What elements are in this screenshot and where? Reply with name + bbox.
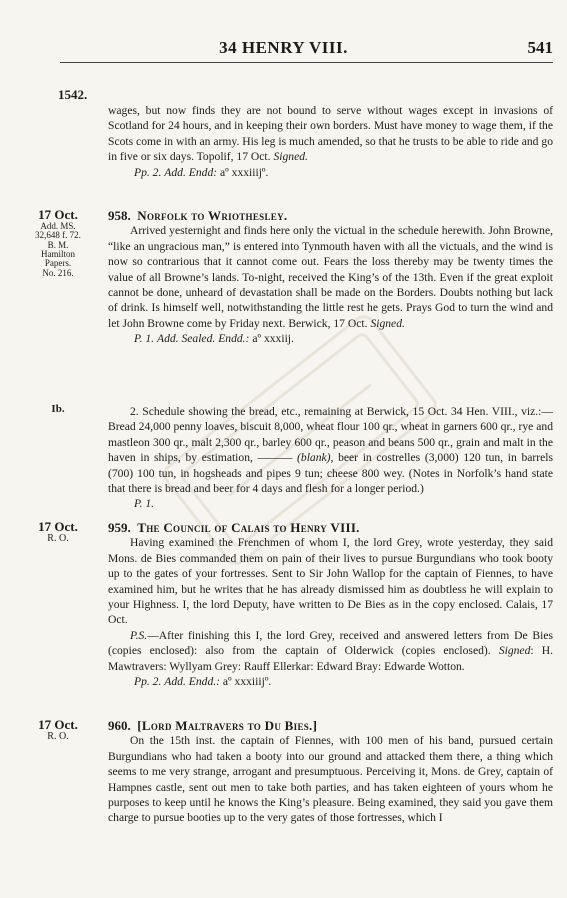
entry-text: On the 15th inst. the captain of Fiennes, with 100 men of his band, pursued certain Burgundians who had taken a booty into our ground and attacked them there, a thing which seems to me very strange, arrogant and presumptuous. Perceiving it, Mons. de Grey, captain of Hampnes castle, sent out men to take both parties, and has taken eighteen of yours whom he purposes to keep until he knows the King’s pleasure. Being examined, they said you gave them charge to pursue booties up to the very gates of those fortresses, which I	[108, 734, 553, 825]
entry-body: 2. Schedule showing the bread, etc., remaining at Berwick, 15 Oct. 34 Hen. VIII., viz.:—Bread 24,000 penny loaves, biscuit 8,000, wheat flour 100 qr., wheat in garners 600 qr., rye and mastleon 300 qr., malt 2,300 qr., barley 600 qr., peason and beans 500 qr., grain and malt in the haven in ships, by estimation, ———	[108, 405, 553, 465]
entry-text	[108, 404, 553, 496]
endorse-year: aº xxxiiijº.	[220, 165, 269, 179]
margin-959	[18, 520, 98, 544]
entry-heading	[108, 208, 553, 223]
entry-title: The Council of Calais to Henry VIII.	[137, 520, 360, 535]
continuation-body: wages, but now finds they are not bound to serve without wages except in invasions of Scotland for 24 hours, and in keeping their own borders. Must have money to wage them, if the Scots come in with an army. His leg is much amended, so that he trusts to be able to ride and go in five or six days. Topolif, 17 Oct.	[108, 104, 553, 164]
endorse-year: aº xxxiiijº.	[222, 675, 272, 689]
entry-958	[108, 208, 553, 347]
endorsement	[108, 674, 553, 689]
signatories: : H. Mawtravers: Wyllyam Grey: Rauff Ellerkar: Edward Bray: Edwarde Wotton.	[108, 644, 554, 673]
endorse-endd: Endd.:	[218, 332, 250, 346]
source-line: R. O.	[47, 532, 69, 544]
entry-date: 17 Oct.	[38, 207, 78, 222]
entry-text	[108, 223, 553, 331]
endorse-add: Add. Sealed.	[157, 332, 216, 346]
source-line: R. O.	[47, 730, 69, 742]
margin-958b	[18, 404, 98, 416]
entry-date: 17 Oct.	[38, 717, 78, 732]
endorsement	[108, 331, 553, 346]
signed-label: Signed	[498, 644, 531, 658]
endorse-add: Add.	[164, 165, 186, 179]
signed-mark: Signed.	[370, 316, 405, 330]
endorse-endd: Endd.:	[188, 675, 220, 689]
endorse-year: aº xxxiij.	[252, 332, 294, 346]
endorse-add: Add.	[164, 675, 186, 689]
margin-958	[18, 208, 98, 278]
source-line: 32,648 f. 72.	[35, 230, 81, 241]
margin-960	[18, 718, 98, 742]
source-line: Ib.	[51, 403, 65, 415]
source-line: B. M.	[47, 239, 69, 250]
entry-number: 959.	[108, 520, 131, 535]
source-line: Papers.	[44, 258, 72, 269]
continuation-block	[108, 103, 553, 180]
entry-title: Norfolk to Wriothesley.	[137, 208, 288, 223]
endorse-endd: Endd:	[188, 165, 218, 179]
source-line: Add. MS.	[40, 220, 76, 231]
year-marker: 1542.	[58, 87, 88, 102]
endorse-pages: Pp. 2.	[134, 675, 162, 689]
page-number: 541	[527, 38, 553, 57]
entry-body-cont: beer in costrelles (3,000) 120 tun, in barrels (700) 100 tun, in hogsheads and pipes 9 tun; cheese 800 wey. (Notes in Norfolk’s hand state that there is bread and beer for 4 days and flesh for a longer period.)	[108, 451, 553, 496]
header-rule	[60, 62, 553, 63]
continuation-text	[108, 103, 553, 165]
entry-958-schedule	[108, 404, 553, 512]
entry-body: Arrived yesternight and finds here only the victual in the schedule herewith. John Browne, “like an ungracious man,” is entered into Tynmouth haven with all the victuals, and the wind is now so contrarious that it cannot come out. Fears the loss thereby may be twenty times the value of all Browne’s lands. To-night, received the King’s of the 13th. Even if the great exploit cannot be done, unheard of devastation shall be made on the Borders. Doubts nothing but lack of drink. Is himself well, notwithstanding the little rest he gets. Prays God to turn the wind and let John Browne come by Friday next. Berwick, 17 Oct.	[108, 224, 553, 330]
entry-title: [Lord Maltravers to Du Bies.]	[137, 718, 318, 733]
running-head-title: 34 HENRY VIII.	[219, 38, 348, 57]
endorsement: P. 1.	[134, 497, 155, 511]
source-line: Hamilton	[41, 248, 75, 259]
postscript	[108, 628, 553, 674]
signed-mark: Signed.	[273, 150, 308, 164]
entry-960	[108, 718, 553, 826]
entry-date: 17 Oct.	[38, 519, 78, 534]
source-line: No. 216.	[42, 267, 74, 278]
entry-text: Having examined the Frenchmen of whom I, the lord Grey, wrote yesterday, they said Mons. de Bies commanded them on pain of their lives to pursue Burgundians who took booty up to the gates of your fortresses. Sent to Sir John Wallop for the captain of Fiennes, to have examined him, but he writes that he has already dismissed him as doubtless he will explain to your Highness. I, the lord Deputy, have written to De Bies as in the copy enclosed. Calais, 17 Oct.	[108, 536, 553, 627]
entry-959	[108, 520, 553, 689]
ps-text: —After finishing this I, the lord Grey, received and answered letters from De Bies (copies enclosed): also from the captain of Olderwick (copies enclosed).	[108, 628, 553, 658]
ps-label: P.S.	[130, 628, 148, 642]
entry-number: 958.	[108, 208, 131, 223]
blank-mark: (blank),	[297, 451, 334, 465]
endorse-pages: P. 1.	[134, 332, 155, 346]
entry-heading	[108, 520, 553, 535]
entry-number: 960.	[108, 718, 131, 733]
endorse-pages: Pp. 2.	[134, 165, 162, 179]
entry-heading	[108, 718, 553, 733]
endorsement	[108, 165, 553, 180]
